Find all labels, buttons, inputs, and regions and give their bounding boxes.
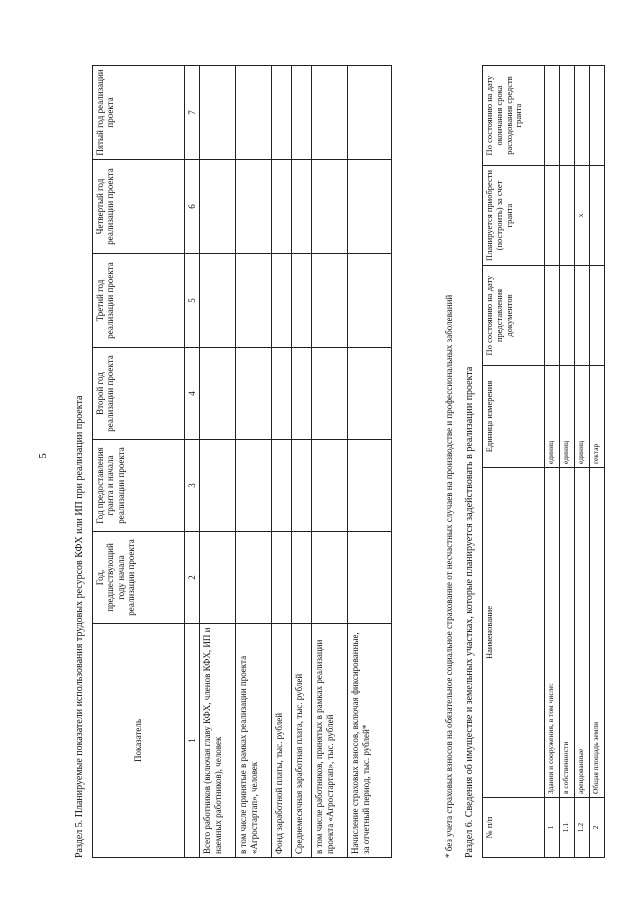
s5-header-year3: Третий год реализации проекта	[93, 254, 185, 348]
s6-row-mark	[590, 166, 605, 266]
section5-title: Раздел 5. Планируемые показатели использования трудовых ресурсов КФХ или ИП при реализации проекта	[74, 395, 85, 858]
s6-row-name: арендованные	[575, 468, 590, 798]
s5-header-year5: Пятый год реализации проекта	[93, 66, 185, 160]
s6-row-name: Общая площадь земли	[590, 468, 605, 798]
s6-row-name: Здания и сооружения, в том числе:	[545, 468, 560, 798]
s6-row-mark	[545, 166, 560, 266]
s6-header-unit: Единица измерения	[483, 366, 545, 468]
s6-row-unit: единиц	[545, 366, 560, 468]
col-number: 6	[185, 160, 200, 254]
s5-header-year2: Второй год реализации проекта	[93, 348, 185, 440]
s5-row-label: в том числе принятые в рамках реализации проекта «Агростартап», человек	[236, 624, 272, 858]
section6-title: Раздел 6. Сведения об имуществе и земельных участках, которые планируется задействовать в реализации проекта	[464, 366, 475, 858]
section5-footnote: * без учета страховых взносов на обязательное социальное страхование от несчастных случаев на производстве и профессиональных заболеваний	[444, 294, 454, 858]
col-number: 4	[185, 348, 200, 440]
s6-header-end: По состоянию на дату окончания срока расходования средств гранта	[483, 66, 545, 166]
col-number: 7	[185, 66, 200, 160]
col-number: 2	[185, 532, 200, 624]
s6-header-current: По состоянию на дату представления документов	[483, 266, 545, 366]
s5-header-grant-year: Год предоставления гранта и начала реализации проекта	[93, 440, 185, 532]
s6-row-num: 1	[545, 798, 560, 858]
s6-row-mark	[560, 166, 575, 266]
section5-table	[92, 65, 392, 858]
s6-header-name: Наименование	[483, 468, 545, 798]
s5-header-indicator: Показатель	[93, 624, 185, 858]
s6-row-num: 2	[590, 798, 605, 858]
s6-row-unit: единиц	[575, 366, 590, 468]
s6-row-unit: единиц	[560, 366, 575, 468]
s5-row-label: Среднемесячная заработная плата, тыс. рублей	[292, 624, 312, 858]
page-number: 5	[36, 453, 49, 459]
col-number: 1	[185, 624, 200, 858]
s6-row-mark: x	[575, 166, 590, 266]
s5-row-label: в том числе работников, принятых в рамках реализации проекта «Агростартап», тыс. рублей	[312, 624, 348, 858]
col-number: 3	[185, 440, 200, 532]
s6-header-planned: Планируется приобрести (построить) за счет гранта	[483, 166, 545, 266]
s6-row-name: в собственности	[560, 468, 575, 798]
s6-header-num: № п/п	[483, 798, 545, 858]
col-number: 5	[185, 254, 200, 348]
s6-row-num: 1.2	[575, 798, 590, 858]
s5-header-prev-year: Год, предшествующий году начала реализации проекта	[93, 532, 185, 624]
s6-row-num: 1.1	[560, 798, 575, 858]
s5-row-label: Всего работников (включая главу КФХ, членов КФХ, ИП и наемных работников), человек	[200, 624, 236, 858]
rotated-page-content	[72, 32, 632, 862]
s5-header-year4: Четвертый год реализации проекта	[93, 160, 185, 254]
s6-row-unit: гектар	[590, 366, 605, 468]
section6-table	[482, 65, 605, 858]
s5-row-label: Начисление страховых взносов, включая фиксированные, за отчетный период, тыс. рублей*	[348, 624, 392, 858]
s5-row-label: Фонд заработной платы, тыс. рублей	[272, 624, 292, 858]
